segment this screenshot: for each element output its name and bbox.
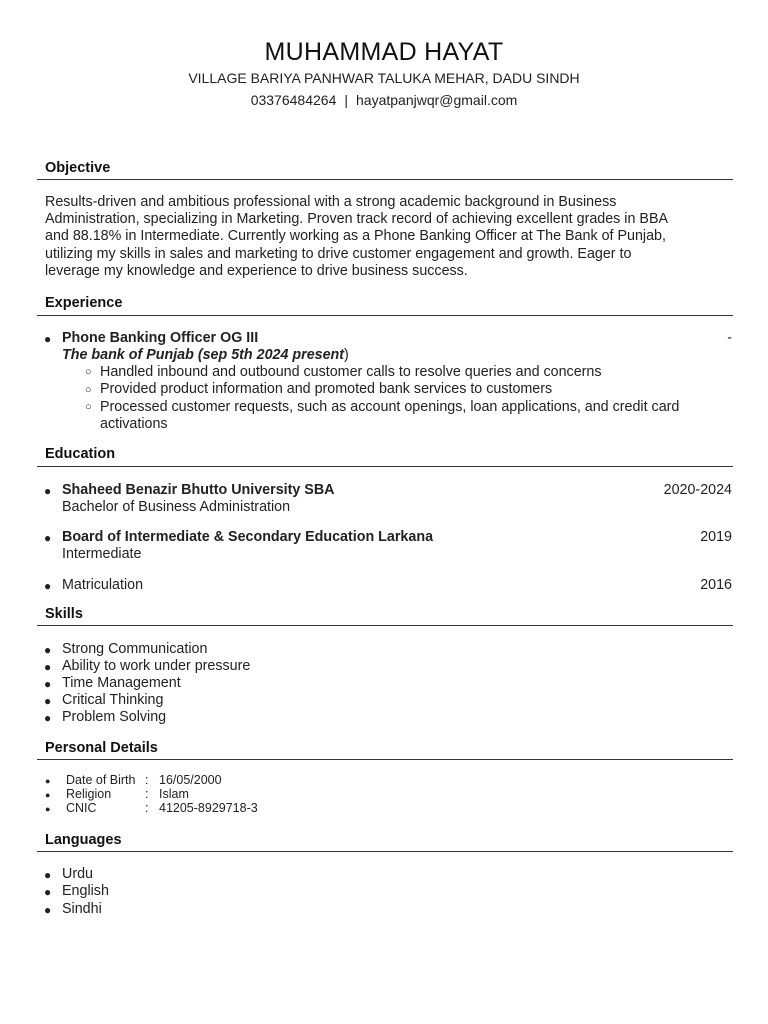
duty-item-continuation: activations [100,416,168,432]
section-heading-objective: Objective [45,160,111,176]
personal-label: Date of Birth [66,773,136,787]
section-heading-skills: Skills [45,606,83,622]
education-years: 2019 [700,529,732,545]
skill-item: Problem Solving [62,709,167,725]
section-divider [37,315,733,316]
section-heading-experience: Experience [45,295,123,311]
sub-bullet-icon: ○ [85,366,92,378]
employer-close: ) [344,347,349,363]
personal-value: Islam [159,787,189,801]
bullet-icon: ● [44,903,52,917]
section-divider [37,759,733,760]
section-heading-education: Education [45,446,116,462]
job-dates: - [727,330,732,346]
contact-separator: | [344,92,348,108]
job-title: Phone Banking Officer OG III [62,330,259,346]
duty-item: Processed customer requests, such as account openings, loan applications, and credit card [100,399,680,415]
education-degree: Intermediate [62,546,142,562]
language-item: Urdu [62,866,93,882]
education-degree: Bachelor of Business Administration [62,499,291,515]
skill-item: Ability to work under pressure [62,658,251,674]
duty-item: Handled inbound and outbound customer calls to resolve queries and concerns [100,364,602,380]
bullet-icon: ● [44,677,52,691]
contact-line [0,92,768,108]
section-divider [37,466,733,467]
personal-colon: : [145,787,149,801]
bullet-icon: ● [45,790,51,800]
section-divider [37,851,733,852]
personal-label: Religion [66,787,112,801]
bullet-icon: ● [44,868,52,882]
objective-line: Results-driven and ambitious professional with a strong academic background in Business [45,194,617,210]
skill-item: Time Management [62,675,181,691]
bullet-icon: ● [44,579,52,593]
address: VILLAGE BARIYA PANHWAR TALUKA MEHAR, DADU SINDH [188,70,580,86]
bullet-icon: ● [44,332,52,346]
phone-number: 03376484264 [250,92,337,108]
objective-line: utilizing my skills in sales and marketing to drive customer engagement and growth. Eager to [45,246,632,262]
bullet-icon: ● [44,643,52,657]
objective-line: and 88.18% in Intermediate. Currently working as a Phone Banking Officer at The Bank of Punjab, [45,228,666,244]
education-years: 2016 [700,577,732,593]
section-divider [37,625,733,626]
employer-name: The bank of Punjab (sep 5th 2024 present [62,347,345,363]
objective-line: leverage my knowledge and experience to drive business success. [45,263,468,279]
personal-colon: : [145,773,149,787]
language-item: Sindhi [62,901,102,917]
section-divider [37,179,733,180]
bullet-icon: ● [45,776,51,786]
skill-item: Critical Thinking [62,692,164,708]
bullet-icon: ● [44,711,52,725]
personal-colon: : [145,801,149,815]
email-address[interactable]: hayatpanjwqr@gmail.com [356,92,518,108]
duty-item: Provided product information and promoted bank services to customers [100,381,553,397]
skill-item: Strong Communication [62,641,208,657]
personal-value: 16/05/2000 [159,773,222,787]
bullet-icon: ● [45,804,51,814]
bullet-icon: ● [44,885,52,899]
bullet-icon: ● [44,694,52,708]
bullet-icon: ● [44,531,52,545]
sub-bullet-icon: ○ [85,384,92,396]
employer [62,347,349,363]
bullet-icon: ● [44,484,52,498]
candidate-name: MUHAMMAD HAYAT [264,38,504,66]
sub-bullet-icon: ○ [85,401,92,413]
personal-label: CNIC [66,801,97,815]
section-heading-languages: Languages [45,832,122,848]
language-item: English [62,883,109,899]
education-years: 2020-2024 [663,482,732,498]
education-institution: Matriculation [62,577,144,593]
education-institution: Board of Intermediate & Secondary Education Larkana [62,529,434,545]
section-heading-personal: Personal Details [45,740,158,756]
bullet-icon: ● [44,660,52,674]
education-institution: Shaheed Benazir Bhutto University SBA [62,482,335,498]
objective-line: Administration, specializing in Marketing. Proven track record of achieving excellent grades in BBA [45,211,669,227]
personal-value: 41205-8929718-3 [159,801,258,815]
